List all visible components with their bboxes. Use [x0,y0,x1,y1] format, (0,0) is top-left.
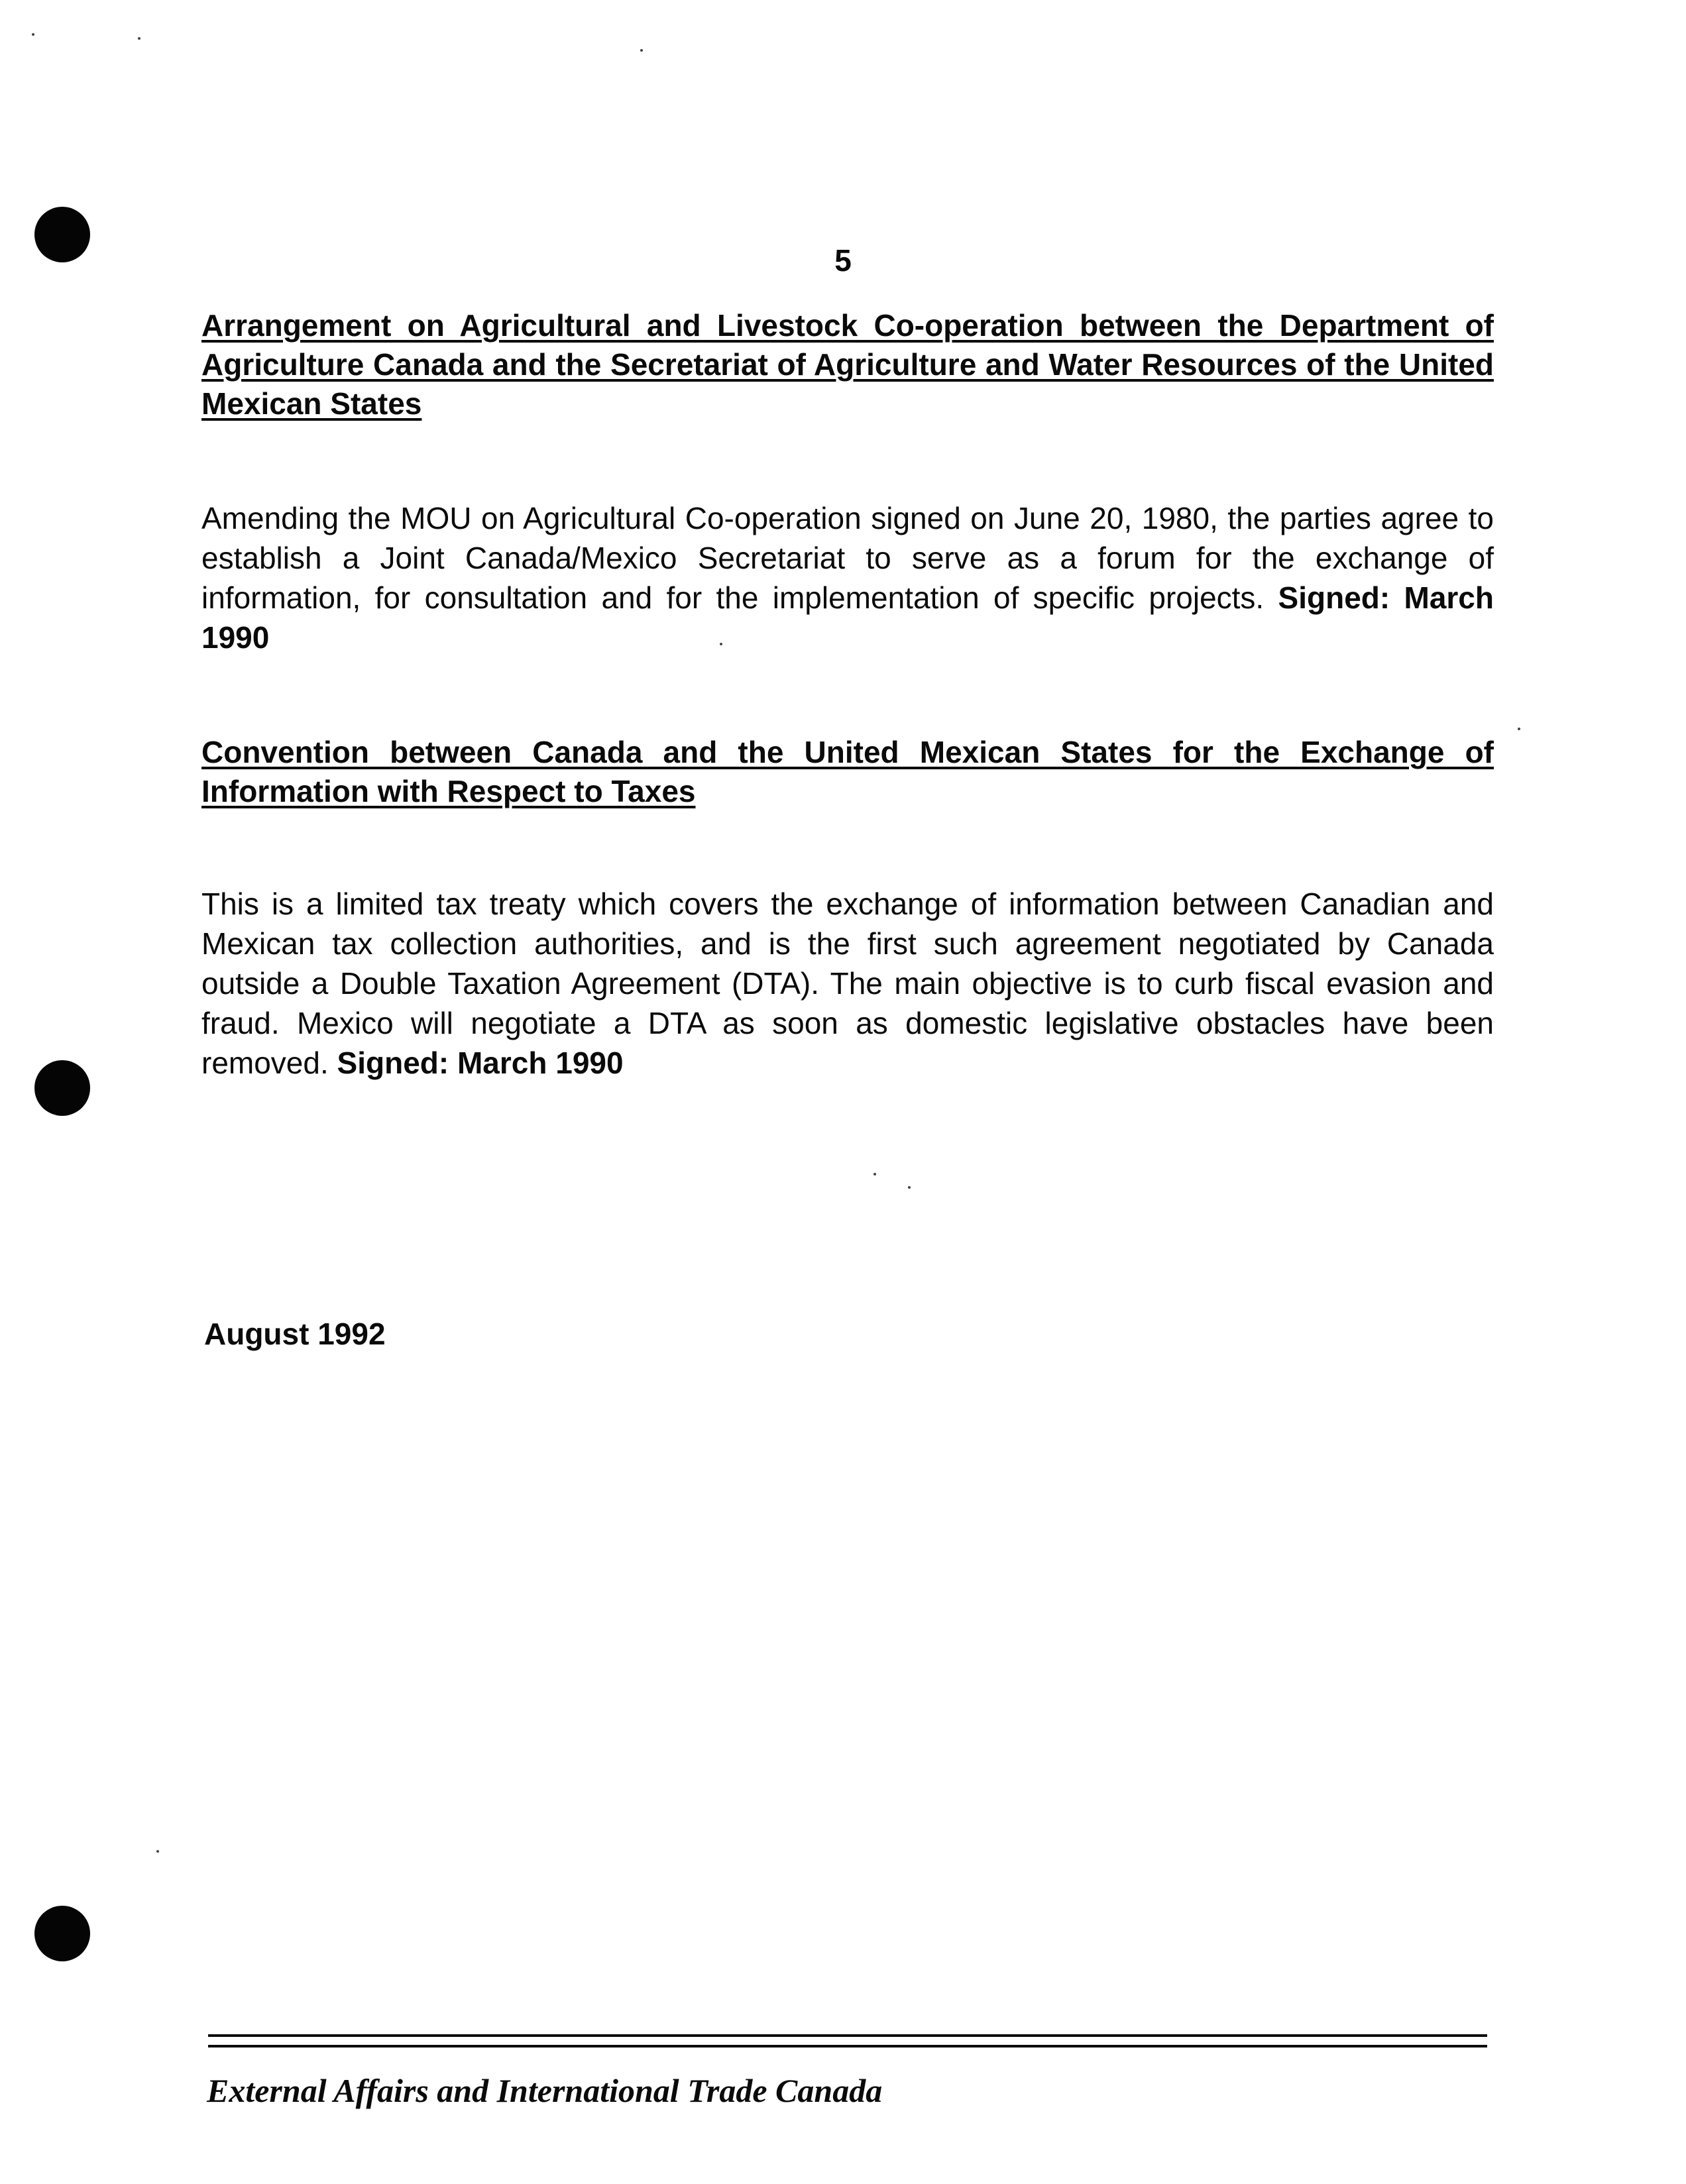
section-body-text: Amending the MOU on Agricultural Co-operation signed on June 20, 1980, the parties agree to establish a Joint Canada/Mexico Secretariat to serve as a forum for the exchange of information, for consultation and for the implementation of specific projects. [201,501,1494,615]
section-body-tax-convention [201,884,1494,1083]
scan-speck [908,1186,911,1189]
section-heading-tax-convention: Convention between Canada and the United Mexican States for the Exchange of Information with Respect to Taxes [201,735,1494,808]
scan-speck [640,49,643,52]
signed-date: Signed: March 1990 [201,580,1494,655]
scan-speck [138,37,140,40]
section-body-agriculture [201,498,1494,657]
scan-speck [1518,728,1520,730]
section-body-text: This is a limited tax treaty which covers the exchange of information between Canadian and Mexican tax collection authorities, and is the first such agreement negotiated by Canada outside a Double Taxation Agreement (DTA). The main objective is to curb fiscal evasion and fraud. Mexico will negotiate a DTA as soon as domestic legislative obstacles have been removed. [201,887,1494,1080]
footer-rule-top [208,2034,1487,2037]
scan-speck [156,1850,159,1853]
signed-date: Signed: March 1990 [337,1046,624,1080]
punch-hole-bottom [34,1906,90,1961]
page-number: 5 [834,243,852,278]
document-date: August 1992 [204,1317,386,1351]
section-heading-agriculture: Arrangement on Agricultural and Livestock Co-operation between the Department of Agriculture Canada and the Secretariat of Agriculture and Water Resources of the United Mexican States [201,308,1494,421]
punch-hole-middle [34,1060,90,1116]
scan-speck [32,33,34,36]
footer-department: External Affairs and International Trade Canada [207,2072,883,2109]
scan-speck [873,1173,876,1175]
footer-rule-bottom [208,2045,1487,2048]
